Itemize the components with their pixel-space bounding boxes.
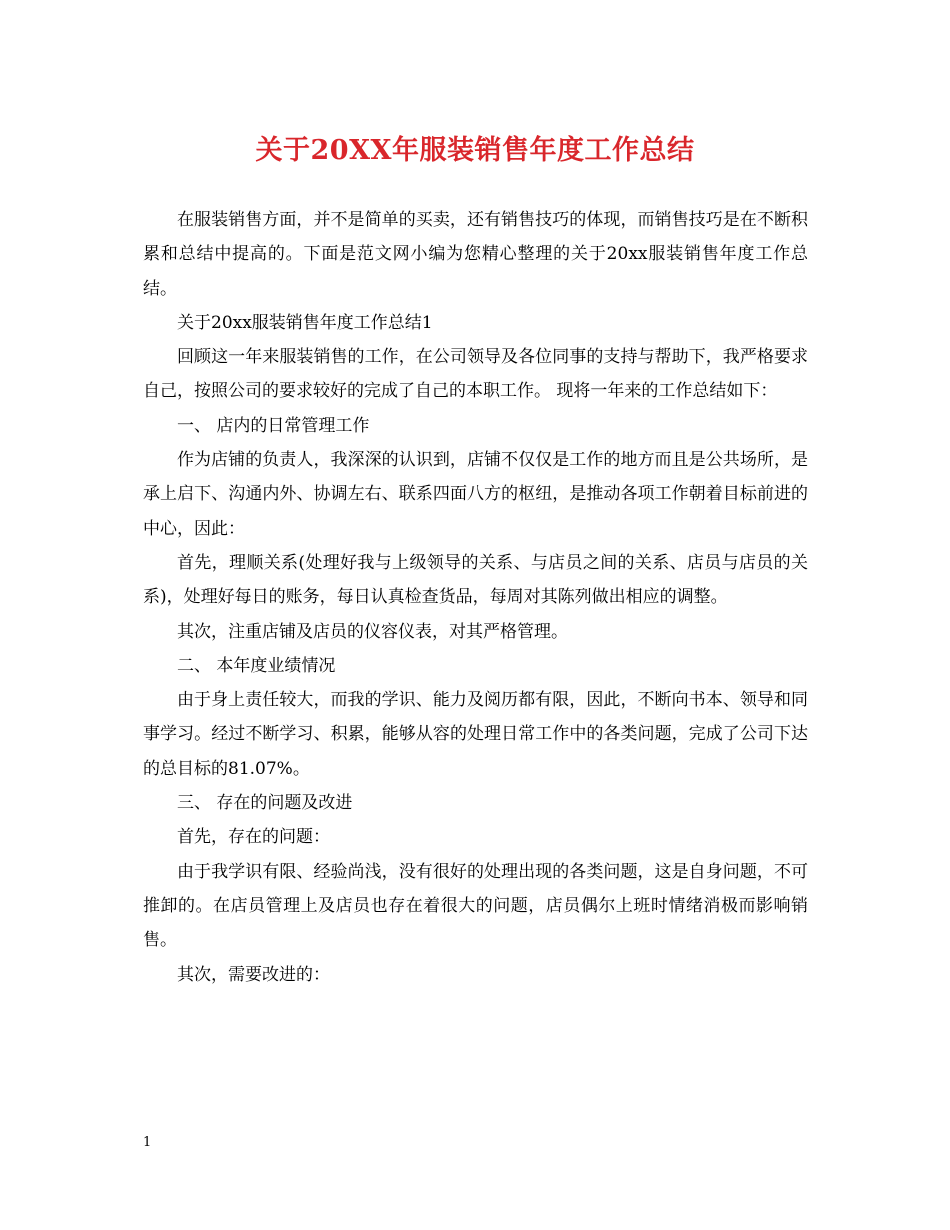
- paragraph-store-role: 作为店铺的负责人，我深深的认识到，店铺不仅仅是工作的地方而且是公共场所，是承上启下、沟通内外、协调左右、联系四面八方的枢纽，是推动各项工作朝着目标前进的中心，因此：: [143, 450, 808, 539]
- section-heading-2: 二、 本年度业绩情况: [177, 655, 336, 676]
- paragraph-problems-intro: 首先，存在的问题：: [177, 827, 330, 848]
- paragraph-improvements-intro: 其次，需要改进的：: [177, 964, 330, 985]
- document-body: [143, 203, 808, 992]
- paragraph-performance: 由于身上责任较大，而我的学识、能力及阅历都有限，因此，不断向书本、领导和同事学习。经过不断学习、积累，能够从容的处理日常工作中的各类问题，完成了公司下达的总目标的81.07%。: [143, 690, 808, 779]
- document-title: 关于20XX年服装销售年度工作总结: [255, 135, 695, 166]
- paragraph-problems: 由于我学识有限、经验尚浅，没有很好的处理出现的各类问题，这是自身问题，不可推卸的。在店员管理上及店员也存在着很大的问题，店员偶尔上班时情绪消极而影响销售。: [143, 861, 808, 951]
- paragraph-intro: 在服装销售方面，并不是简单的买卖，还有销售技巧的体现，而销售技巧是在不断积累和总结中提高的。下面是范文网小编为您精心整理的关于20xx服装销售年度工作总结。: [143, 210, 808, 299]
- section-heading-3: 三、 存在的问题及改进: [177, 793, 353, 814]
- paragraph-first-relations: 首先，理顺关系(处理好我与上级领导的关系、与店员之间的关系、店员与店员的关系)，处理好每日的账务，每日认真检查货品，每周对其陈列做出相应的调整。: [143, 552, 808, 608]
- paragraph-subtitle: 关于20xx服装销售年度工作总结1: [177, 312, 433, 333]
- paragraph-review: 回顾这一年来服装销售的工作，在公司领导及各位同事的支持与帮助下，我严格要求自己，按照公司的要求较好的完成了自己的本职工作。 现将一年来的工作总结如下：: [143, 347, 808, 402]
- section-heading-1: 一、 店内的日常管理工作: [177, 415, 370, 436]
- paragraph-second-appearance: 其次，注重店铺及店员的仪容仪表，对其严格管理。: [177, 621, 568, 642]
- page-number: 1: [143, 1135, 152, 1150]
